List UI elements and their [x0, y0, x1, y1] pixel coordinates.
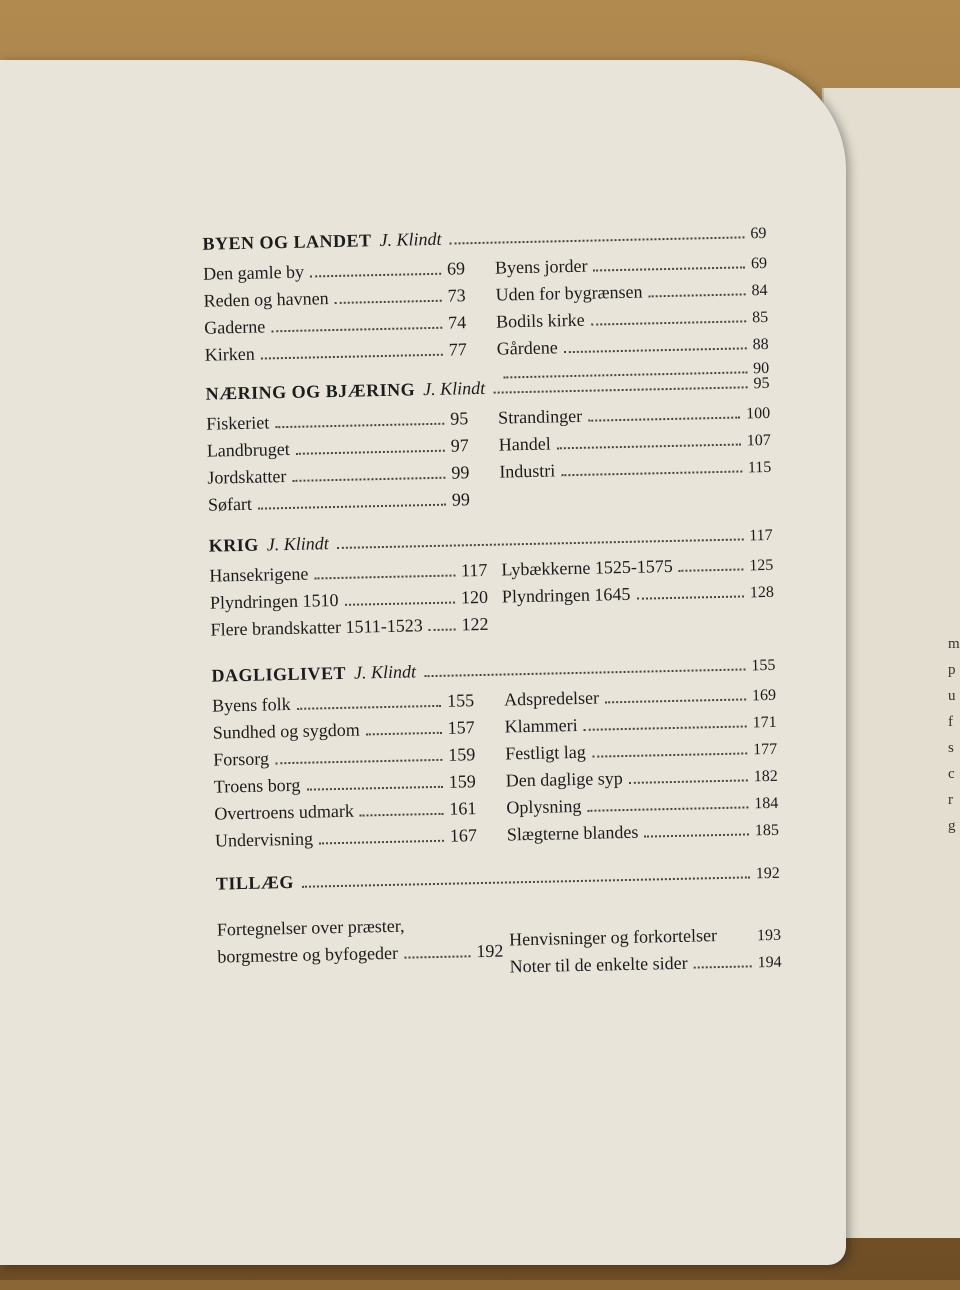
entry-page: 122 [461, 613, 489, 635]
entry-label: Oplysning [506, 795, 582, 818]
entry-page: 184 [754, 794, 779, 813]
entry-page: 107 [746, 431, 771, 450]
section-page: 95 [753, 374, 770, 393]
entry-label: Noter til de enkelte sider [509, 952, 688, 977]
facing-page-letter: u [948, 688, 956, 704]
facing-page-letter: m [948, 636, 960, 652]
dot-leader [360, 813, 444, 817]
facing-page-letter: f [948, 714, 953, 730]
dot-leader [296, 450, 445, 455]
toc-entry [205, 339, 468, 371]
entry-label: Søfart [207, 493, 253, 515]
section-heading [216, 862, 780, 900]
entry-label: Gårdene [496, 337, 558, 359]
entry-label: Adspredelser [503, 687, 600, 710]
toc-section-tillaeg [216, 862, 782, 990]
dot-leader [292, 477, 445, 482]
entry-label: Byens jorder [494, 255, 588, 278]
toc-entry [208, 489, 471, 521]
entry-label: Landbruget [206, 438, 290, 461]
dot-leader [335, 300, 442, 304]
entry-page: 155 [446, 690, 475, 711]
section-page: 192 [755, 864, 780, 883]
entry-label: Kirken [204, 343, 255, 365]
toc-entry [217, 941, 504, 974]
entry-page: 73 [447, 285, 466, 306]
dot-leader [679, 568, 744, 571]
entry-page: 69 [446, 258, 466, 279]
dot-leader [592, 752, 748, 757]
dot-leader [366, 732, 442, 736]
dot-leader [337, 538, 744, 549]
dot-leader [310, 273, 441, 278]
dot-leader [275, 423, 444, 429]
entry-label: Gaderne [204, 316, 266, 338]
section-title: BYEN OG LANDET [202, 230, 372, 254]
entry-page: 99 [451, 462, 470, 483]
entry-label: Troens borg [213, 774, 301, 797]
toc-section-byen-og-landet [202, 222, 769, 399]
section-page: 69 [750, 224, 767, 243]
facing-page-letter: r [948, 792, 953, 808]
entry-page: 182 [753, 767, 778, 786]
dot-leader [319, 840, 444, 845]
entry-label: Undervisning [214, 828, 314, 851]
dot-leader [302, 876, 750, 887]
section-author: J. Klindt [379, 228, 442, 251]
facing-page-letter: c [948, 766, 955, 782]
entry-label: Henvisninger og forkortelser [508, 925, 718, 950]
entry-page: 117 [460, 559, 488, 581]
toc-entry [502, 581, 775, 614]
dot-leader [587, 806, 748, 811]
dot-leader [694, 965, 752, 968]
entry-label: Fiskeriet [206, 412, 270, 434]
entry-page: 84 [751, 281, 768, 300]
toc-entry [210, 614, 489, 647]
section-title: KRIG [208, 534, 260, 556]
section-author: J. Klindt [422, 377, 486, 400]
entry-label: Overtroens udmark [214, 800, 355, 824]
entry-page: 185 [754, 821, 780, 840]
entry-page: 95 [449, 408, 469, 429]
dot-leader [636, 595, 744, 599]
dot-leader [297, 705, 442, 710]
entry-page: 161 [449, 798, 477, 819]
entry-label: Flere brandskatter 1511-1523 [210, 615, 424, 640]
toc-section-krig [209, 524, 775, 647]
entry-label: Strandinger [497, 405, 583, 428]
entry-label: Byens folk [211, 693, 291, 716]
entry-page: 99 [451, 489, 471, 510]
toc-section-naering-og-bjaering [205, 372, 772, 522]
section-page: 155 [751, 656, 776, 675]
entry-page: 194 [757, 953, 782, 972]
entry-label: Hansekrigene [209, 563, 309, 586]
entry-page: 159 [448, 744, 476, 765]
entry-label: Industri [499, 460, 556, 482]
dot-leader [345, 602, 456, 606]
dot-leader [723, 940, 751, 941]
section-title: TILLÆG [215, 871, 295, 894]
dot-leader [557, 444, 741, 450]
entry-page: 159 [448, 771, 477, 792]
dot-leader [561, 470, 742, 476]
dot-leader [594, 266, 746, 271]
section-title: DAGLIGLIVET [211, 662, 347, 686]
entry-page: 192 [476, 940, 504, 962]
entry-label: Uden for bygrænsen [495, 281, 643, 305]
toc-section-dagliglivet [211, 654, 779, 858]
entry-page: 115 [747, 458, 772, 477]
entry-label: Den gamle by [202, 261, 305, 284]
entry-page: 97 [450, 435, 469, 456]
entry-label: Lybækkerne 1525-1575 [501, 555, 674, 580]
entry-page: 193 [756, 926, 782, 945]
dot-leader [275, 759, 442, 765]
dot-leader [564, 347, 747, 353]
dot-leader [429, 629, 456, 632]
toc-entry [215, 825, 478, 857]
dot-leader [644, 833, 749, 837]
dot-leader [629, 779, 748, 783]
entry-label: Plyndringen 1645 [501, 583, 631, 607]
entry-page: 177 [753, 740, 778, 759]
section-page: 117 [749, 526, 773, 545]
entry-page: 85 [751, 308, 769, 327]
entry-label: Forsorg [213, 748, 270, 770]
entry-page: 167 [449, 825, 478, 846]
entry-label: Jordskatter [207, 466, 287, 488]
dot-leader [588, 417, 740, 422]
dot-leader [591, 320, 747, 325]
dot-leader [314, 575, 455, 580]
entry-page: 171 [752, 713, 777, 732]
entry-label: Den daglige syp [505, 768, 623, 791]
entry-label: Festligt lag [505, 741, 586, 764]
facing-page-letter: s [948, 740, 954, 756]
dot-leader [404, 955, 470, 958]
dot-leader [258, 504, 446, 510]
entry-label: Bodils kirke [495, 309, 585, 332]
entry-label: Klammeri [504, 714, 578, 737]
entry-page: 157 [447, 717, 475, 738]
entry-label: Sundhed og sygdom [212, 719, 360, 743]
toc-entry [507, 819, 780, 852]
dot-leader [306, 786, 442, 791]
entry-label: borgmestre og byfogeder [217, 942, 399, 967]
dot-leader [450, 236, 745, 244]
section-author: J. Klindt [353, 661, 417, 683]
dot-leader [649, 293, 746, 297]
dot-leader [493, 386, 747, 393]
dot-leader [271, 327, 442, 333]
entry-label: Handel [498, 433, 551, 455]
entry-page: 77 [448, 339, 467, 360]
entry-page: 100 [745, 404, 771, 423]
entry-page: 120 [460, 586, 489, 608]
tillaeg-entry-line: Fortegnelser over præster, [216, 915, 405, 940]
dot-leader [424, 668, 745, 677]
entry-page: 125 [749, 556, 774, 575]
section-title: NÆRING OG BJÆRING [205, 379, 416, 404]
entry-label: Slægterne blandes [506, 821, 639, 845]
entry-page: 74 [447, 312, 467, 333]
entry-page: 69 [750, 254, 768, 273]
entry-page: 90 [753, 359, 770, 378]
entry-page: 128 [749, 583, 775, 602]
toc-entry [499, 456, 772, 489]
facing-page-letter: g [948, 818, 956, 834]
toc-entry [509, 951, 782, 984]
entry-label: Reden og havnen [203, 288, 329, 311]
entry-label: Plyndringen 1510 [209, 589, 339, 613]
entry-page: 169 [751, 686, 777, 705]
dot-leader [605, 698, 746, 703]
entry-page: 88 [752, 335, 769, 354]
section-author: J. Klindt [266, 533, 330, 555]
facing-page-letter: p [948, 662, 956, 678]
dot-leader [261, 354, 443, 360]
dot-leader [584, 725, 747, 730]
